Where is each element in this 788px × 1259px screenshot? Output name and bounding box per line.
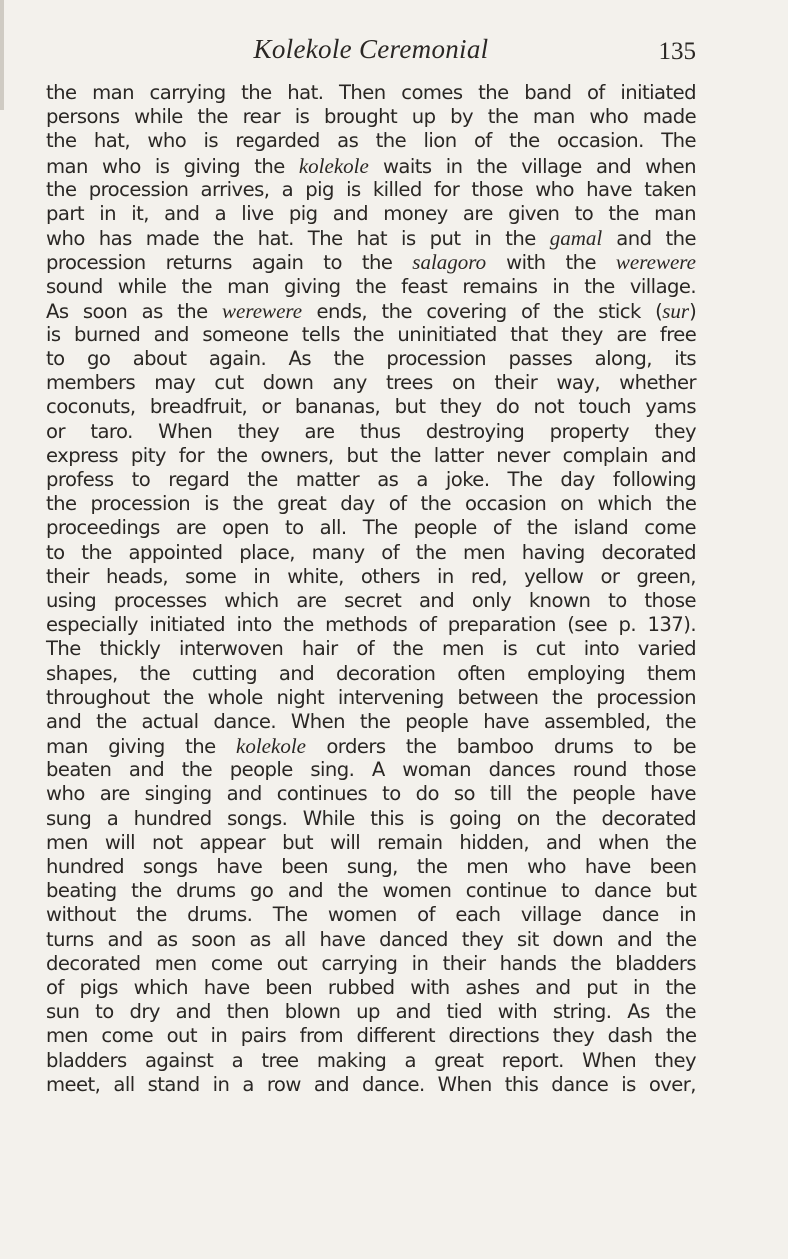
text-line (46, 129, 696, 153)
text-line (46, 444, 696, 468)
text-line (46, 807, 696, 831)
text-segment: ) (689, 299, 697, 323)
text-line (46, 1024, 696, 1048)
text-segment: The thickly interwoven hair of the men is cut into varied (46, 637, 696, 661)
text-segment: and the (602, 227, 696, 251)
text-line (46, 81, 696, 105)
text-segment: to the appointed place, many of the men having decorated (46, 540, 696, 564)
text-segment: the hat, who is regarded as the lion of the occasion. The (46, 129, 696, 153)
text-segment: beating the drums go and the women continue to dance but (46, 879, 697, 903)
italic-term: werewere (222, 298, 303, 323)
text-line (46, 758, 696, 782)
italic-term: gamal (549, 226, 603, 251)
text-segment: coconuts, breadfruit, or bananas, but they do not touch yams (46, 395, 696, 419)
text-segment: beaten and the people sing. A woman dances round those (46, 758, 696, 782)
text-segment: who has made the hat. The hat is put in the (46, 227, 550, 251)
text-segment: part in it, and a live pig and money are given to the man (46, 201, 696, 225)
text-line (46, 734, 696, 758)
text-line (46, 395, 696, 419)
text-segment: orders the bamboo drums to be (305, 735, 697, 759)
text-segment: men will not appear but will remain hidden, and when the (46, 830, 697, 854)
text-segment: sun to dry and then blown up and tied with string. As the (46, 1000, 696, 1024)
text-segment: the man carrying the hat. Then comes the band of initiated (46, 81, 696, 104)
text-line (46, 613, 696, 637)
text-line (46, 541, 696, 565)
text-line (46, 903, 696, 927)
text-line (46, 952, 696, 976)
text-segment: of pigs which have been rubbed with ashes and put in the (46, 975, 696, 999)
text-segment: sung a hundred songs. While this is going on the decorated (46, 806, 696, 830)
text-line (46, 226, 696, 250)
text-line (46, 686, 696, 710)
running-title: Kolekole Ceremonial (253, 34, 489, 64)
text-segment: without the drums. The women of each village dance in (46, 903, 696, 927)
text-line (46, 976, 696, 1000)
text-line (46, 178, 696, 202)
text-line (46, 1049, 696, 1073)
text-segment: man who is giving the (46, 154, 299, 178)
text-line (46, 855, 696, 879)
text-segment: throughout the whole night intervening between the procession (46, 685, 696, 709)
text-segment: using processes which are secret and only known to those (46, 588, 696, 612)
text-line (46, 420, 696, 444)
text-segment: proceedings are open to all. The people of the island come (46, 516, 696, 540)
text-line (46, 250, 696, 274)
body-paragraph (46, 81, 696, 1097)
text-segment: ends, the covering of the stick ( (302, 299, 663, 323)
text-line (46, 468, 696, 492)
text-segment: members may cut down any trees on their way, whether (46, 371, 696, 395)
text-segment: meet, all stand in a row and dance. When this dance is over, (46, 1072, 696, 1096)
text-line (46, 492, 696, 516)
text-line (46, 516, 696, 540)
text-segment: who are singing and continues to do so till the people have (46, 782, 696, 806)
text-segment: profess to regard the matter as a joke. The day following (46, 468, 696, 491)
text-line (46, 589, 696, 613)
text-line (46, 710, 696, 734)
text-segment: is burned and someone tells the uninitiated that they are free (46, 322, 697, 346)
text-segment: shapes, the cutting and decoration often employing them (46, 661, 696, 685)
text-line (46, 1073, 696, 1097)
page-number: 135 (658, 38, 696, 65)
text-segment: with the (486, 251, 616, 275)
italic-term: kolekole (298, 153, 369, 178)
text-line (46, 202, 696, 226)
text-segment: As soon as the (46, 299, 223, 323)
text-line (46, 879, 696, 903)
italic-term: werewere (615, 250, 696, 275)
text-segment: turns and as soon as all have danced they sit down and the (46, 927, 697, 951)
text-line (46, 347, 696, 371)
text-segment: or taro. When they are thus destroying property they (46, 419, 696, 443)
text-segment: bladders against a tree making a great report. When they (46, 1048, 696, 1072)
text-line (46, 275, 696, 299)
text-line (46, 105, 696, 129)
text-line (46, 565, 696, 589)
text-segment: man giving the (46, 735, 237, 759)
text-segment: decorated men come out carrying in their hands the bladders (46, 951, 696, 975)
text-segment: their heads, some in white, others in red, yellow or green, (46, 564, 696, 588)
text-line (46, 299, 696, 323)
text-line (46, 323, 696, 347)
text-segment: to go about again. As the procession passes along, its (46, 347, 696, 371)
text-segment: waits in the village and when (368, 154, 697, 178)
italic-term: kolekole (236, 734, 306, 759)
text-segment: persons while the rear is brought up by the man who made (46, 105, 697, 129)
text-segment: express pity for the owners, but the latter never complain and (46, 443, 696, 467)
text-line (46, 928, 696, 952)
text-line (46, 782, 696, 806)
text-line (46, 1000, 696, 1024)
text-segment: the procession arrives, a pig is killed for those who have taken (46, 177, 697, 201)
text-line (46, 371, 696, 395)
text-segment: and the actual dance. When the people have assembled, the (46, 709, 696, 733)
text-line (46, 637, 696, 661)
text-line (46, 662, 696, 686)
text-segment: especially initiated into the methods of preparation (see p. 137). (46, 613, 696, 637)
running-header (46, 34, 696, 74)
text-segment: procession returns again to the (46, 251, 413, 275)
italic-term: salagoro (412, 250, 487, 275)
italic-term: sur (662, 298, 690, 323)
text-segment: men come out in pairs from different directions they dash the (46, 1024, 697, 1048)
text-segment: hundred songs have been sung, the men who have been (46, 855, 697, 878)
text-line (46, 154, 696, 178)
text-line (46, 831, 696, 855)
text-segment: sound while the man giving the feast remains in the village. (46, 274, 697, 298)
page-gutter-shadow (0, 0, 4, 110)
text-segment: the procession is the great day of the occasion on which the (46, 492, 697, 516)
